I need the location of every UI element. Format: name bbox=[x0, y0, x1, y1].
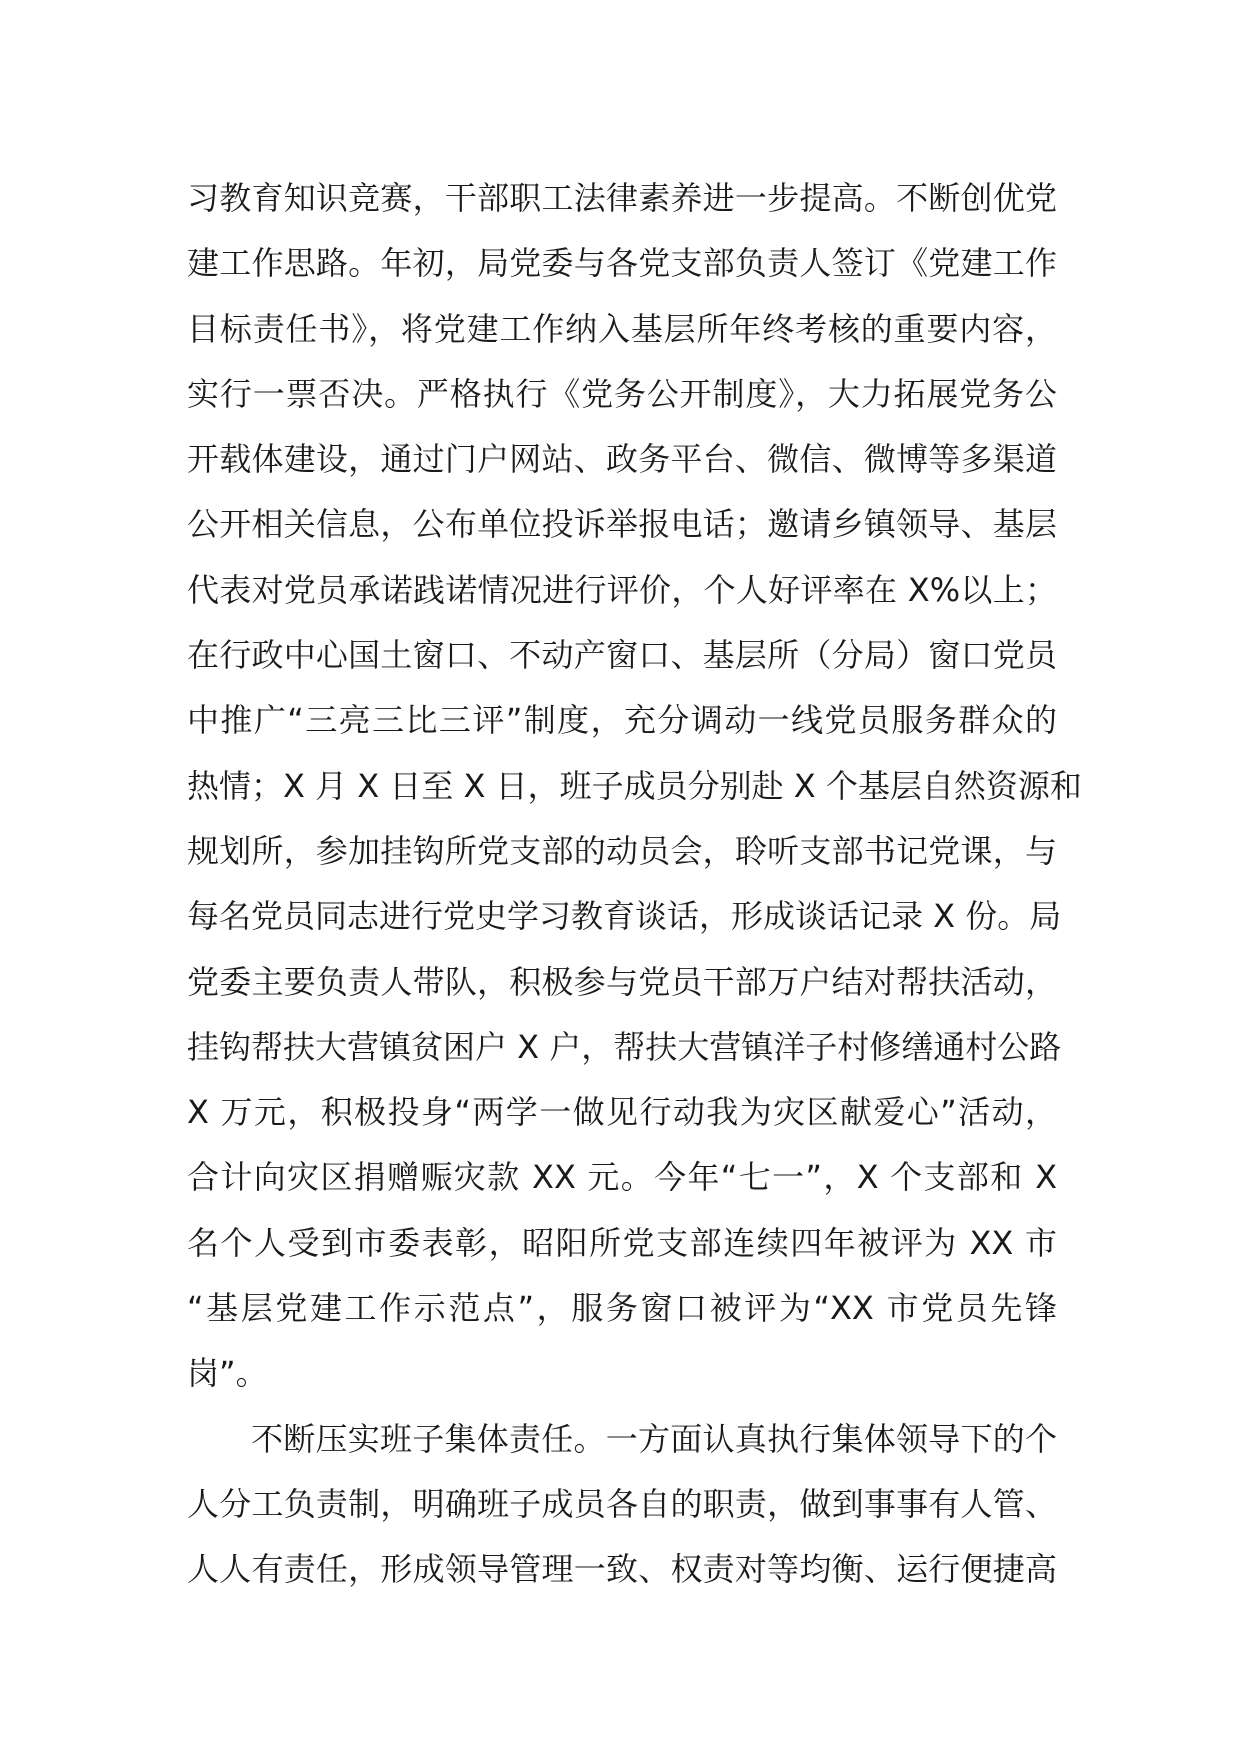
text-line: X 万元，积极投身“两学一做见行动我为灾区献爱心”活动， bbox=[187, 1093, 1057, 1132]
text-line: 每名党员同志进行党史学习教育谈话，形成谈话记录 X 份。局 bbox=[187, 897, 1062, 936]
text-line: 开载体建设，通过门户网站、政务平台、微信、微博等多渠道 bbox=[187, 440, 1057, 479]
text-line: 公开相关信息，公布单位投诉举报电话；邀请乡镇领导、基层 bbox=[187, 505, 1057, 544]
text-line: 规划所，参加挂钩所党支部的动员会，聆听支部书记党课，与 bbox=[187, 831, 1057, 870]
text-line: 党委主要负责人带队，积极参与党员干部万户结对帮扶活动， bbox=[187, 962, 1057, 1001]
text-line: 在行政中心国土窗口、不动产窗口、基层所（分局）窗口党员 bbox=[187, 636, 1057, 675]
text-line: 名个人受到市委表彰，昭阳所党支部连续四年被评为 XX 市 bbox=[187, 1223, 1057, 1262]
text-line: 目标责任书》，将党建工作纳入基层所年终考核的重要内容， bbox=[187, 309, 1057, 348]
text-line: 热情；X 月 X 日至 X 日，班子成员分别赴 X 个基层自然资源和 bbox=[187, 766, 1082, 805]
paragraph-first-line: 不断压实班子集体责任。一方面认真执行集体领导下的个 bbox=[251, 1419, 1057, 1458]
body-text bbox=[187, 166, 1082, 1603]
text-line: 人分工负责制，明确班子成员各自的职责，做到事事有人管、 bbox=[187, 1484, 1057, 1523]
text-line: 建工作思路。年初，局党委与各党支部负责人签订《党建工作 bbox=[187, 244, 1057, 283]
text-line: 代表对党员承诺践诺情况进行评价，个人好评率在 X%以上； bbox=[187, 570, 1057, 609]
text-line: 中推广“三亮三比三评”制度，充分调动一线党员服务群众的 bbox=[187, 701, 1057, 740]
text-line: 挂钩帮扶大营镇贫困户 X 户，帮扶大营镇洋子村修缮通村公路 bbox=[187, 1027, 1062, 1066]
text-line: 合计向灾区捐赠赈灾款 XX 元。今年“七一”，X 个支部和 X bbox=[187, 1158, 1057, 1197]
text-line: “基层党建工作示范点”，服务窗口被评为“XX 市党员先锋 bbox=[187, 1289, 1057, 1328]
text-line: 岗”。 bbox=[187, 1354, 268, 1393]
text-line: 习教育知识竞赛，干部职工法律素养进一步提高。不断创优党 bbox=[187, 179, 1057, 217]
text-line: 人人有责任，形成领导管理一致、权责对等均衡、运行便捷高 bbox=[187, 1550, 1057, 1589]
text-line: 实行一票否决。严格执行《党务公开制度》，大力拓展党务公 bbox=[187, 374, 1057, 413]
